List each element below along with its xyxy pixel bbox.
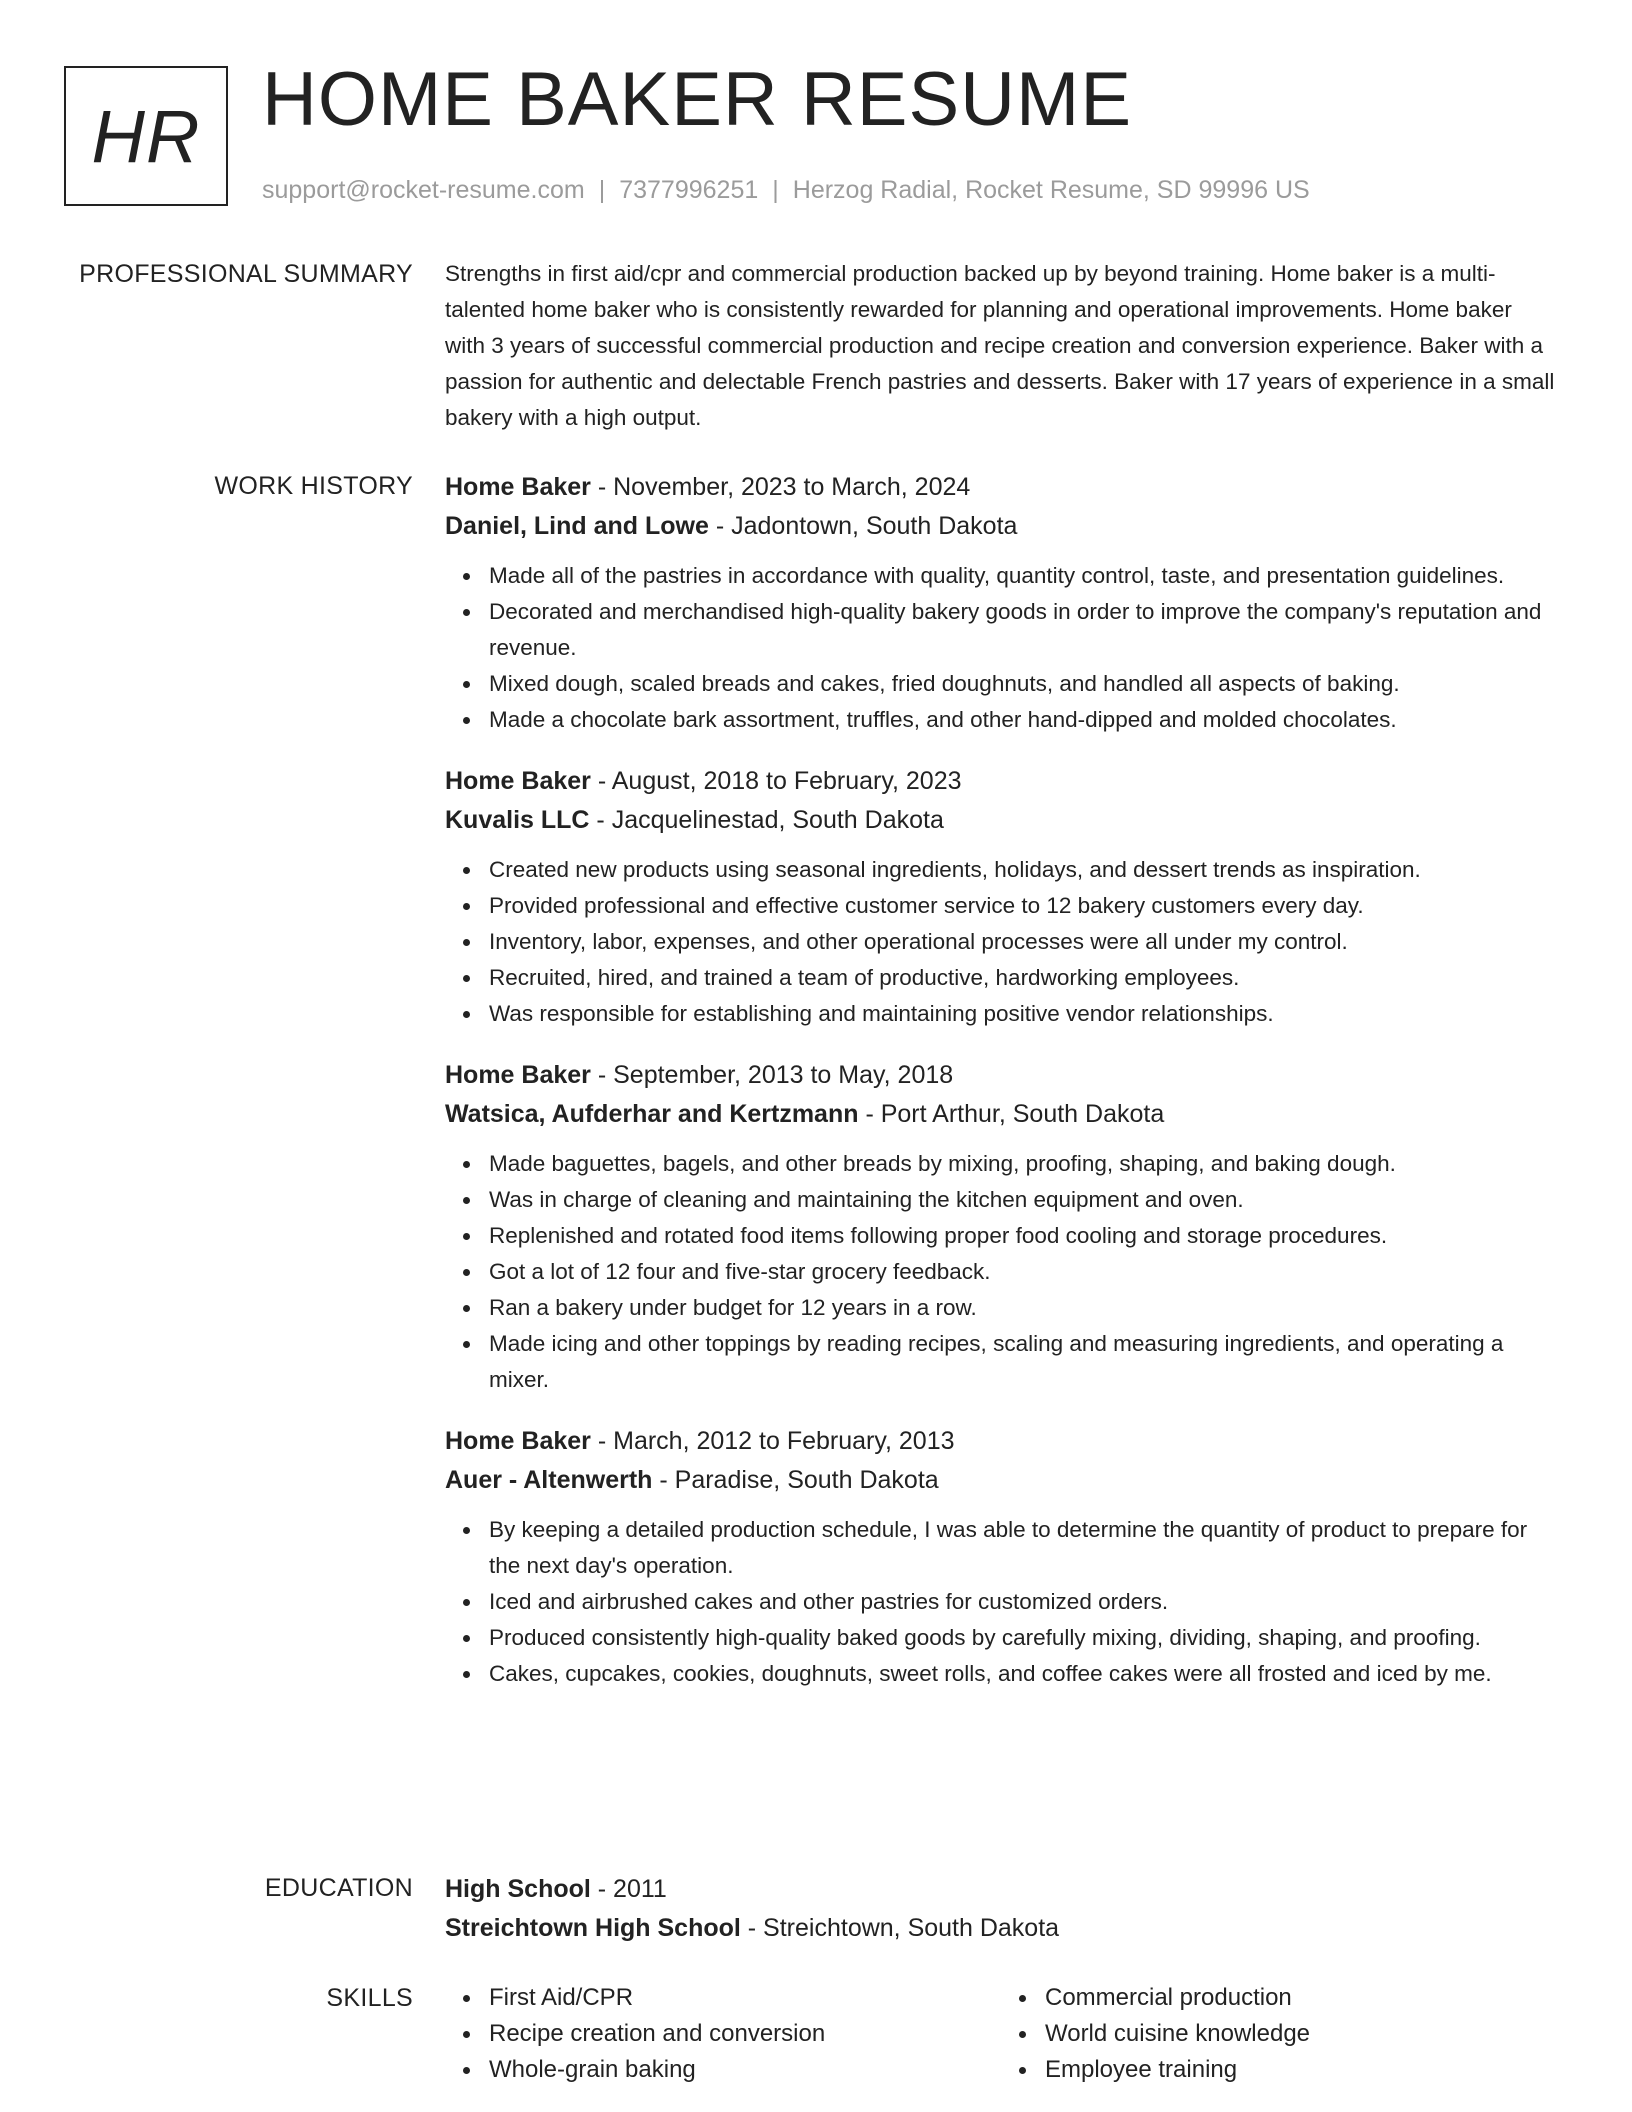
section-label-work-history: WORK HISTORY (214, 472, 413, 500)
job-title: Home Baker (445, 473, 591, 501)
job-bullet: By keeping a detailed production schedule, I was able to determine the quantity of product to prepare for the next day's operation. (489, 1512, 1557, 1584)
work-history-body (445, 468, 1557, 1716)
job-bullet: Recruited, hired, and trained a team of productive, hardworking employees. (489, 960, 1557, 996)
job-entry (445, 1056, 1557, 1398)
job-bullet: Was responsible for establishing and maintaining positive vendor relationships. (489, 996, 1557, 1032)
job-dates: - August, 2018 to February, 2023 (590, 767, 962, 795)
skills-body (445, 1980, 1557, 2088)
job-bullet-list (445, 852, 1557, 1032)
skills-list-left (445, 1980, 1001, 2088)
section-label-education: EDUCATION (264, 1874, 413, 1902)
summary-text: Strengths in first aid/cpr and commercial production backed up by beyond training. Home baker is a multi-talented home baker who is consistently rewarded for planning and operational improvements. Home baker with 3 years of successful commercial production and recipe creation and conversion experience. Baker with a passion for authentic and delectable French pastries and desserts. Baker with 17 years of experience in a small bakery with a high output. (445, 261, 1555, 430)
job-company: Auer - Altenwerth (445, 1466, 653, 1494)
skill-item: Whole-grain baking (489, 2052, 1001, 2088)
job-bullet: Mixed dough, scaled breads and cakes, fried doughnuts, and handled all aspects of baking. (489, 666, 1557, 702)
job-bullet: Iced and airbrushed cakes and other pastries for customized orders. (489, 1584, 1557, 1620)
job-bullet: Made icing and other toppings by reading recipes, scaling and measuring ingredients, and operating a mixer. (489, 1326, 1557, 1398)
job-location: - Port Arthur, South Dakota (858, 1100, 1165, 1128)
job-bullet: Made all of the pastries in accordance with quality, quantity control, taste, and presentation guidelines. (489, 558, 1557, 594)
job-dates: - September, 2013 to May, 2018 (590, 1061, 954, 1089)
job-entry (445, 762, 1557, 1032)
job-company: Kuvalis LLC (445, 806, 590, 834)
skill-item: World cuisine knowledge (1045, 2016, 1557, 2052)
job-location: - Paradise, South Dakota (652, 1466, 939, 1494)
job-title: Home Baker (445, 1061, 591, 1089)
job-title-line (445, 762, 1557, 801)
skill-item: Employee training (1045, 2052, 1557, 2088)
job-bullet-list (445, 1146, 1557, 1398)
job-company-line (445, 801, 1557, 840)
contact-separator: | (598, 176, 606, 204)
contact-email[interactable]: support@rocket-resume.com (262, 176, 585, 204)
job-bullet: Cakes, cupcakes, cookies, doughnuts, sweet rolls, and coffee cakes were all frosted and iced by me. (489, 1656, 1557, 1692)
education-school-line (445, 1909, 1557, 1948)
job-bullet: Produced consistently high-quality baked goods by carefully mixing, dividing, shaping, and proofing. (489, 1620, 1557, 1656)
education-degree-line (445, 1870, 1557, 1909)
job-bullet: Inventory, labor, expenses, and other operational processes were all under my control. (489, 924, 1557, 960)
job-company-line (445, 507, 1557, 546)
education-degree: High School (445, 1875, 591, 1903)
job-bullet: Created new products using seasonal ingredients, holidays, and dessert trends as inspiration. (489, 852, 1557, 888)
contact-line (262, 172, 1310, 208)
resume-title: HOME BAKER RESUME (262, 57, 1133, 142)
skill-item: First Aid/CPR (489, 1980, 1001, 2016)
job-bullet-list (445, 1512, 1557, 1692)
job-bullet: Made baguettes, bagels, and other breads by mixing, proofing, shaping, and baking dough. (489, 1146, 1557, 1182)
job-title-line (445, 1422, 1557, 1461)
job-title: Home Baker (445, 767, 591, 795)
job-bullet: Was in charge of cleaning and maintaining the kitchen equipment and oven. (489, 1182, 1557, 1218)
job-bullet: Replenished and rotated food items following proper food cooling and storage procedures. (489, 1218, 1557, 1254)
job-entry (445, 1422, 1557, 1692)
job-bullet: Made a chocolate bark assortment, truffles, and other hand-dipped and molded chocolates. (489, 702, 1557, 738)
education-school: Streichtown High School (445, 1914, 741, 1942)
job-title-line (445, 468, 1557, 507)
job-title-line (445, 1056, 1557, 1095)
job-entry (445, 468, 1557, 738)
skill-item: Commercial production (1045, 1980, 1557, 2016)
job-bullet: Decorated and merchandised high-quality bakery goods in order to improve the company's reputation and revenue. (489, 594, 1557, 666)
job-title: Home Baker (445, 1427, 591, 1455)
contact-separator: | (772, 176, 779, 204)
job-bullet: Got a lot of 12 four and five-star grocery feedback. (489, 1254, 1557, 1290)
job-location: - Jadontown, South Dakota (708, 512, 1018, 540)
job-company: Watsica, Aufderhar and Kertzmann (445, 1100, 859, 1128)
job-location: - Jacquelinestad, South Dakota (589, 806, 944, 834)
contact-phone[interactable]: 7377996251 (619, 176, 759, 204)
skills-list-right (1001, 1980, 1557, 2088)
job-bullet: Provided professional and effective customer service to 12 bakery customers every day. (489, 888, 1557, 924)
skill-item: Recipe creation and conversion (489, 2016, 1001, 2052)
section-label-skills: SKILLS (326, 1984, 413, 2012)
job-bullet: Ran a bakery under budget for 12 years in a row. (489, 1290, 1557, 1326)
summary-body (445, 256, 1557, 436)
education-body (445, 1870, 1557, 1948)
education-year: - 2011 (590, 1875, 667, 1903)
education-location: - Streichtown, South Dakota (740, 1914, 1060, 1942)
job-dates: - March, 2012 to February, 2013 (590, 1427, 955, 1455)
section-label-summary: PROFESSIONAL SUMMARY (79, 260, 413, 288)
job-bullet-list (445, 558, 1557, 738)
job-company-line (445, 1095, 1557, 1134)
job-dates: - November, 2023 to March, 2024 (590, 473, 971, 501)
monogram-logo: HR (64, 66, 228, 206)
contact-address: Herzog Radial, Rocket Resume, SD 99996 US (792, 176, 1310, 204)
job-company: Daniel, Lind and Lowe (445, 512, 709, 540)
job-company-line (445, 1461, 1557, 1500)
